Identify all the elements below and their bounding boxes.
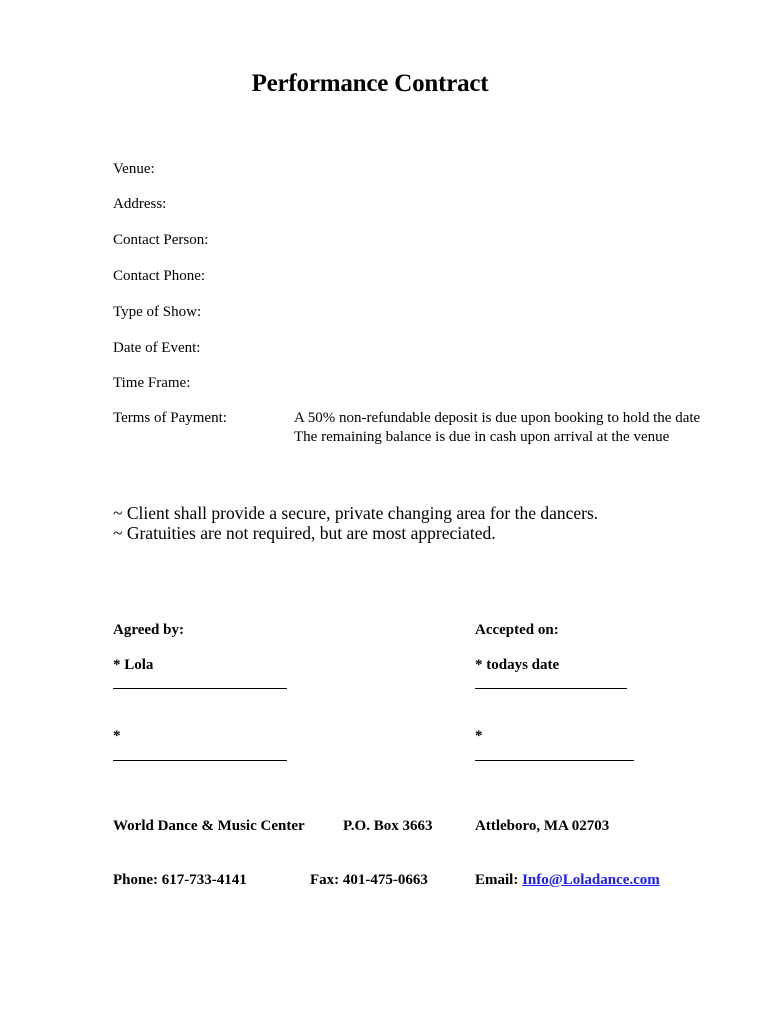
type-of-show-label: Type of Show: <box>113 304 202 320</box>
footer-city: Attleboro, MA 02703 <box>475 818 610 834</box>
date-line <box>475 760 634 761</box>
date-line <box>475 688 627 689</box>
accepted-on-date-1: * todays date <box>475 657 560 673</box>
email-link[interactable]: Info@Loladance.com <box>522 872 660 888</box>
contact-phone-label: Contact Phone: <box>113 268 206 284</box>
address-label: Address: <box>113 196 167 212</box>
footer-po-box: P.O. Box 3663 <box>343 818 433 834</box>
footer-phone: Phone: 617-733-4141 <box>113 872 247 888</box>
footer-email <box>475 872 660 889</box>
terms-balance-text: The remaining balance is due in cash upon arrival at the venue <box>294 429 670 445</box>
accepted-on-label: Accepted on: <box>475 622 559 638</box>
contact-person-label: Contact Person: <box>113 232 209 248</box>
page-title: Performance Contract <box>251 70 489 97</box>
accepted-on-date-2: * <box>475 728 483 744</box>
note-gratuities: ~ Gratuities are not required, but are most appreciated. <box>113 523 496 543</box>
terms-of-payment-label: Terms of Payment: <box>113 410 227 426</box>
time-frame-label: Time Frame: <box>113 375 191 391</box>
agreed-by-signature-1: * Lola <box>113 657 154 673</box>
footer-org-name: World Dance & Music Center <box>113 818 305 834</box>
footer-email-label: Email: <box>475 872 519 888</box>
terms-deposit-text: A 50% non-refundable deposit is due upon booking to hold the date <box>294 410 701 426</box>
signature-line <box>113 760 287 761</box>
note-changing-area: ~ Client shall provide a secure, private changing area for the dancers. <box>113 503 599 523</box>
agreed-by-signature-2: * <box>113 728 121 744</box>
signature-line <box>113 688 287 689</box>
venue-label: Venue: <box>113 161 155 177</box>
agreed-by-label: Agreed by: <box>113 622 184 638</box>
footer-fax: Fax: 401-475-0663 <box>310 872 428 888</box>
date-of-event-label: Date of Event: <box>113 340 201 356</box>
